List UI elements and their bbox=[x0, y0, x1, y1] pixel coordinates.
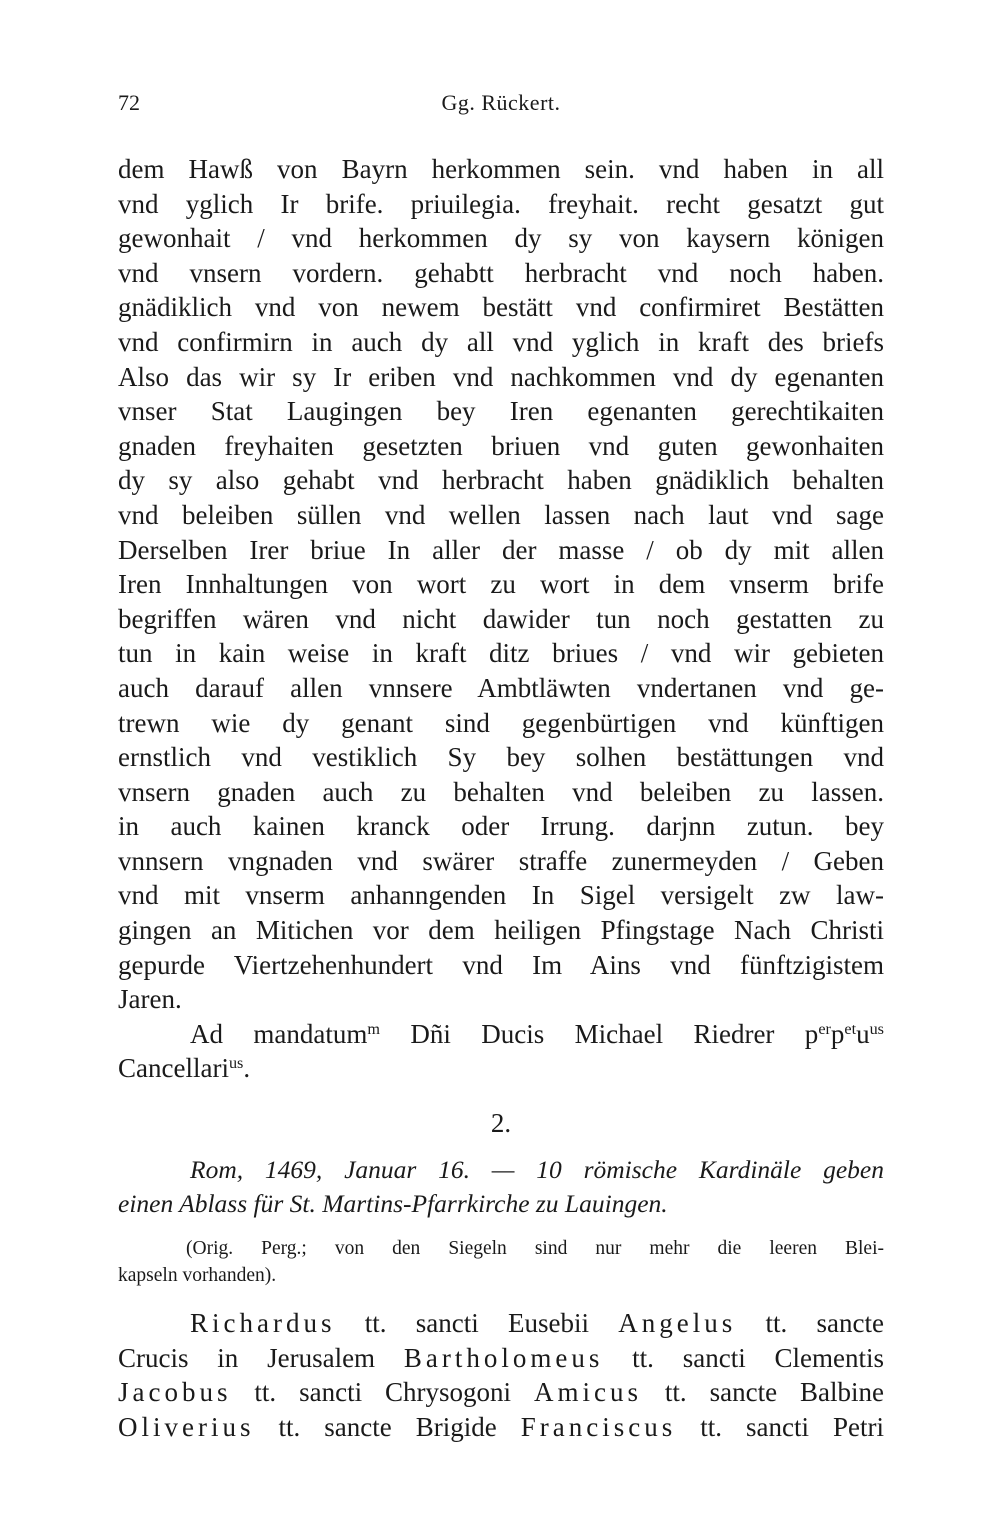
subscription-text: . bbox=[243, 1053, 251, 1084]
text-segment: tt. sancti Eusebii bbox=[335, 1308, 619, 1338]
text-line: gnädiklich vnd von newem bestätt vnd confirmiret Bestätten bbox=[118, 292, 884, 323]
text-segment: tt. sancte bbox=[736, 1308, 884, 1338]
section-number: 2. bbox=[490, 1108, 512, 1138]
superscript: er bbox=[818, 1019, 831, 1038]
cardinal-name: Bartholomeus bbox=[403, 1342, 604, 1373]
source-note bbox=[118, 1236, 884, 1289]
text-line bbox=[118, 1410, 884, 1445]
note-line: kapseln vorhanden). bbox=[118, 1264, 277, 1286]
heading-line: einen Ablass für St. Martins-Pfarrkirche zu Lauingen. bbox=[118, 1189, 668, 1218]
cardinal-name: Franciscus bbox=[520, 1411, 677, 1442]
subscription-line-1 bbox=[118, 1017, 884, 1052]
page-number: 72 bbox=[118, 90, 140, 115]
page-header bbox=[118, 90, 884, 124]
text-line: Also das wir sy Ir eriben vnd nachkommen vnd dy egenanten bbox=[118, 361, 884, 392]
subscription-text: p bbox=[830, 1018, 845, 1049]
cardinal-name: Richardus bbox=[190, 1308, 336, 1338]
text-segment: tt. sancti Clementis bbox=[603, 1342, 884, 1373]
text-line: gepurde Viertzehenhundert vnd Im Ains vnd fünftzigistem bbox=[118, 949, 884, 980]
subscription-text: u bbox=[856, 1018, 870, 1049]
subscription-text: Dñi Ducis Michael Riedrer p bbox=[410, 1018, 819, 1049]
note-line: (Orig. Perg.; von den Siegeln sind nur mehr die leeren Blei- bbox=[186, 1238, 884, 1259]
text-line: gnaden freyhaiten gesetzten briuen vnd guten gewonhaiten bbox=[118, 430, 884, 461]
superscript: us bbox=[869, 1019, 884, 1038]
cardinal-name: Jacobus bbox=[118, 1377, 232, 1408]
text-line: ernstlich vnd vestiklich Sy bey solhen bestättungen vnd bbox=[118, 742, 884, 773]
text-line: gingen an Mitichen vor dem heiligen Pfingstage Nach Christi bbox=[118, 915, 884, 946]
text-segment: tt. sancti Chrysogoni bbox=[231, 1377, 534, 1408]
text-line: trewn wie dy genant sind gegenbürtigen vnd künftigen bbox=[118, 707, 884, 738]
text-line: dy sy also gehabt vnd herbracht haben gnädiklich behalten bbox=[118, 465, 884, 496]
superscript: us bbox=[228, 1054, 244, 1073]
text-segment: tt. sancte Balbine bbox=[641, 1377, 884, 1408]
cardinal-name: Oliverius bbox=[118, 1411, 255, 1442]
text-line: vnd vnsern vordern. gehabtt herbracht vnd noch haben. bbox=[118, 257, 884, 288]
text-line: vnd confirmirn in auch dy all vnd yglich in kraft des briefs bbox=[118, 326, 884, 357]
text-segment: tt. sancte Brigide bbox=[254, 1411, 521, 1442]
text-line: vnsern gnaden auch zu behalten vnd beleiben zu lassen. bbox=[118, 776, 884, 807]
text-segment: tt. sancti Petri bbox=[676, 1411, 884, 1442]
document-2-text bbox=[118, 1306, 884, 1444]
text-segment: Crucis in Jerusalem bbox=[118, 1342, 404, 1373]
text-line: begriffen wären vnd nicht dawider tun noch gestatten zu bbox=[118, 603, 884, 634]
text-line bbox=[118, 1375, 884, 1410]
superscript: et bbox=[844, 1019, 857, 1038]
text-line: vnser Stat Laugingen bey Iren egenanten gerechtikaiten bbox=[118, 396, 884, 427]
heading-line: Rom, 1469, Januar 16. — 10 römische Kardinäle geben bbox=[190, 1155, 884, 1184]
text-line: Jaren. bbox=[118, 984, 182, 1015]
text-line bbox=[118, 1306, 884, 1341]
cardinal-name: Amicus bbox=[533, 1377, 642, 1408]
subscription-text: Ad mandatum bbox=[190, 1018, 368, 1049]
cardinal-name: Angelus bbox=[618, 1308, 737, 1338]
text-line: Iren Innhaltungen von wort zu wort in dem vnserm brife bbox=[118, 569, 884, 600]
text-line: tun in kain weise in kraft ditz briues / vnd wir gebieten bbox=[118, 638, 884, 669]
text-line: gewonhait / vnd herkommen dy sy von kaysern königen bbox=[118, 223, 884, 254]
text-line: vnd mit vnserm anhanngenden In Sigel versigelt zw law- bbox=[118, 880, 884, 911]
running-title: Gg. Rückert. bbox=[441, 90, 561, 115]
text-line: vnd yglich Ir brife. priuilegia. freyhait. recht gesatzt gut bbox=[118, 188, 884, 219]
section-heading bbox=[118, 1153, 884, 1221]
text-line bbox=[118, 1341, 884, 1376]
document-1-text bbox=[118, 152, 884, 1086]
subscription-text: Cancellari bbox=[118, 1053, 229, 1084]
text-line: in auch kainen kranck oder Irrung. darjnn zutun. bey bbox=[118, 811, 884, 842]
text-line: vnd beleiben süllen vnd wellen lassen nach laut vnd sage bbox=[118, 499, 884, 530]
text-line: dem Hawß von Bayrn herkommen sein. vnd haben in all bbox=[118, 154, 884, 184]
text-line: auch darauf allen vnnsere Ambtläwten vndertanen vnd ge- bbox=[118, 672, 884, 703]
subscription-line-2 bbox=[118, 1051, 884, 1086]
text-line: vnnsern vngnaden vnd swärer straffe zunermeyden / Geben bbox=[118, 845, 884, 876]
text-line: Derselben Irer briue In aller der masse / ob dy mit allen bbox=[118, 534, 884, 565]
superscript: m bbox=[367, 1019, 380, 1038]
